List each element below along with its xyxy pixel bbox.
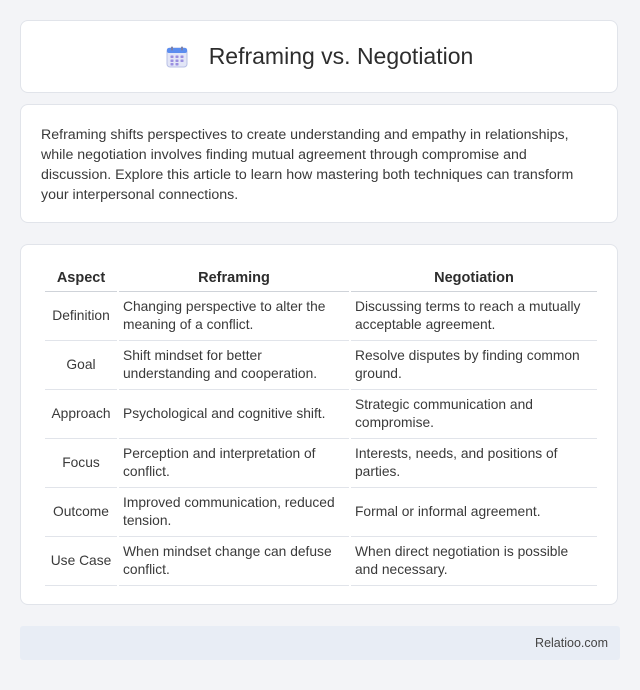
- row-negotiation: Strategic communication and compromise.: [351, 390, 597, 439]
- row-reframing: Perception and interpretation of conflict.: [119, 439, 349, 488]
- table-row: [45, 390, 597, 439]
- row-negotiation: Resolve disputes by finding common ground.: [351, 341, 597, 390]
- header-negotiation: Negotiation: [351, 267, 597, 292]
- header-reframing: Reframing: [119, 267, 349, 292]
- page-title: Reframing vs. Negotiation: [208, 43, 474, 69]
- table-row: [45, 292, 597, 341]
- table-header-row: [45, 267, 597, 292]
- footer: [20, 626, 620, 660]
- row-negotiation: Formal or informal agreement.: [351, 488, 597, 537]
- row-negotiation: When direct negotiation is possible and necessary.: [351, 537, 597, 586]
- comparison-card: [20, 244, 618, 605]
- row-reframing: Changing perspective to alter the meaning of a conflict.: [119, 292, 349, 341]
- row-aspect: Approach: [45, 390, 117, 439]
- table-row: [45, 537, 597, 586]
- row-negotiation: Discussing terms to reach a mutually acceptable agreement.: [351, 292, 597, 341]
- row-aspect: Focus: [45, 439, 117, 488]
- row-aspect: Goal: [45, 341, 117, 390]
- row-negotiation: Interests, needs, and positions of parties.: [351, 439, 597, 488]
- table-row: [45, 488, 597, 537]
- table-row: [45, 341, 597, 390]
- row-reframing: Psychological and cognitive shift.: [119, 390, 349, 439]
- header-aspect: Aspect: [45, 267, 117, 292]
- row-aspect: Use Case: [45, 537, 117, 586]
- comparison-table: [43, 267, 599, 586]
- intro-text: Reframing shifts perspectives to create understanding and empathy in relationships, while negotiation involves finding mutual agreement through compromise and discussion. Explore this article to learn how mastering both techniques can transform your interpersonal connections.: [41, 127, 574, 203]
- row-reframing: Shift mindset for better understanding and cooperation.: [119, 341, 349, 390]
- row-aspect: Outcome: [45, 488, 117, 537]
- row-reframing: When mindset change can defuse conflict.: [119, 537, 349, 586]
- table-row: [45, 439, 597, 488]
- calendar-icon: [165, 45, 189, 69]
- footer-site-link[interactable]: Relatioo.com: [535, 636, 608, 650]
- row-aspect: Definition: [45, 292, 117, 341]
- row-reframing: Improved communication, reduced tension.: [119, 488, 349, 537]
- title-card: [20, 20, 618, 93]
- intro-card: [20, 104, 618, 223]
